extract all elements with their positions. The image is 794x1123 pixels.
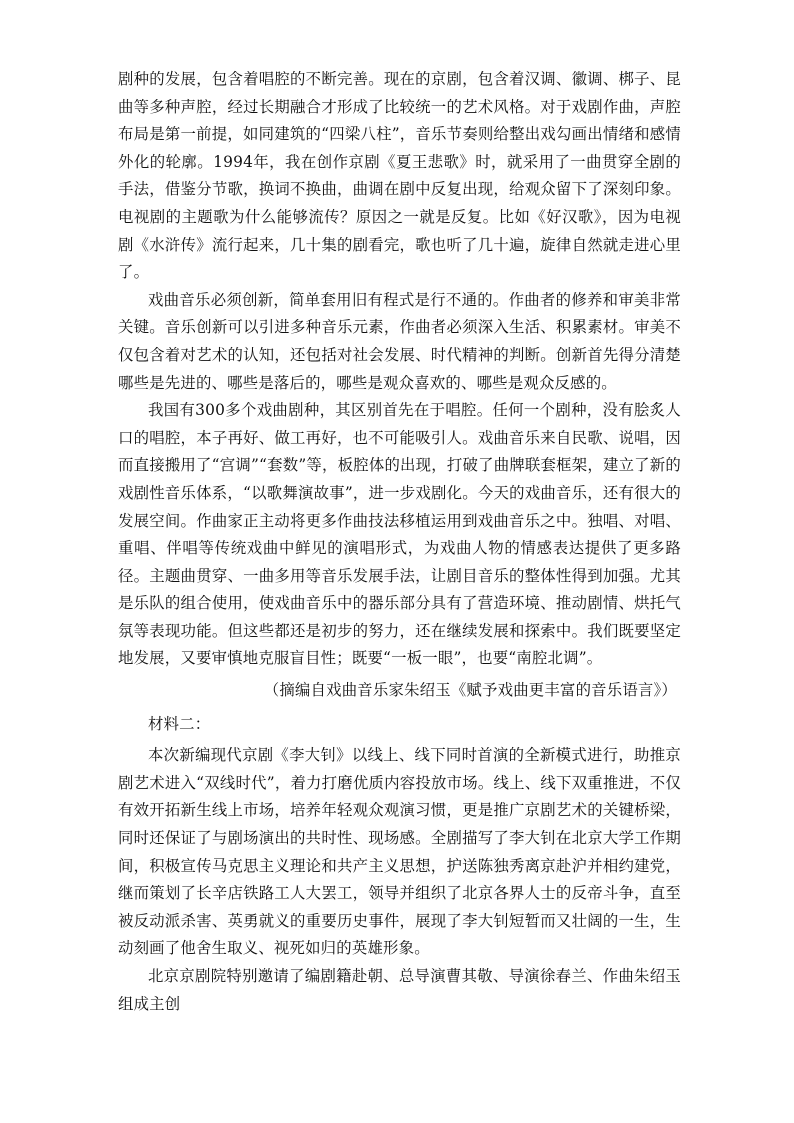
material-two-label: 材料二： xyxy=(148,714,211,733)
paragraph-4: 本次新编现代京剧《李大钊》以线上、线下同时首演的全新模式进行，助推京剧艺术进入“双线时代”，着力打磨优质内容投放市场。线上、线下双重推进，不仅有效开拓新生线上市场，培养年轻观众观演习惯，更是推广京剧艺术的关键桥梁，同时还保证了与剧场演出的共时性、现场感。全剧描写了李大钊在北京大学工作期间，积极宣传马克思主义理论和共产主义思想，护送陈独秀离京赴沪并相约建党，继而策划了长辛店铁路工人大罢工，领导并组织了北京各界人士的反帝斗争，直至被反动派杀害、英勇就义的重要历史事件，展现了李大钊短暂而又壮阔的一生，生动刻画了他舍生取义、视死如归的英雄形象。 xyxy=(118,746,681,958)
paragraph-3: 我国有300多个戏曲剧种，其区别首先在于唱腔。任何一个剧种，没有脍炙人口的唱腔，本子再好、做工再好，也不可能吸引人。戏曲音乐来自民歌、说唱，因而直接搬用了“宫调”“套数”等，板腔体的出现，打破了曲牌联套框架，建立了新的戏剧性音乐体系，“以歌舞演故事”，进一步戏剧化。今天的戏曲音乐，还有很大的发展空间。作曲家正主动将更多作曲技法移植运用到戏曲音乐之中。独唱、对唱、重唱、伴唱等传统戏曲中鲜见的演唱形式，为戏曲人物的情感表达提供了更多路径。主题曲贯穿、一曲多用等音乐发展手法，让剧目音乐的整体性得到加强。尤其是乐队的组合使用，使戏曲音乐中的器乐部分具有了营造环境、推动剧情、烘托气氛等表现功能。但这些都还是初步的努力，还在继续发展和探索中。我们既要坚定地发展，又要审慎地克服盲目性；既要“一板一眼”，也要“南腔北调”。 xyxy=(118,401,681,668)
paragraph-1: 剧种的发展，包含着唱腔的不断完善。现在的京剧，包含着汉调、徽调、梆子、昆曲等多种声腔，经过长期融合才形成了比较统一的艺术风格。对于戏剧作曲，声腔布局是第一前提，如同建筑的“四梁八柱”，音乐节奏则给整出戏勾画出情绪和感情外化的轮廓。1994年，我在创作京剧《夏王悲歌》时，就采用了一曲贯穿全剧的手法，借鉴分节歌，换词不换曲，曲调在剧中反复出现，给观众留下了深刻印象。电视剧的主题歌为什么能够流传？原因之一就是反复。比如《好汉歌》，因为电视剧《水浒传》流行起来，几十集的剧看完，歌也听了几十遍，旋律自然就走进心里了。 xyxy=(118,70,681,282)
document-body xyxy=(118,66,681,1018)
paragraph-2: 戏曲音乐必须创新，简单套用旧有程式是行不通的。作曲者的修养和审美非常关键。音乐创新可以引进多种音乐元素，作曲者必须深入生活、积累素材。审美不仅包含着对艺术的认知，还包括对社会发展、时代精神的判断。创新首先得分清楚哪些是先进的、哪些是落后的，哪些是观众喜欢的、哪些是观众反感的。 xyxy=(118,290,681,392)
source-citation: （摘编自戏曲音乐家朱绍玉《赋予戏曲更丰富的音乐语言》） xyxy=(263,681,677,700)
paragraph-5: 北京京剧院特别邀请了编剧籍赴朝、总导演曹其敬、导演徐春兰、作曲朱绍玉组成主创 xyxy=(118,967,681,1013)
